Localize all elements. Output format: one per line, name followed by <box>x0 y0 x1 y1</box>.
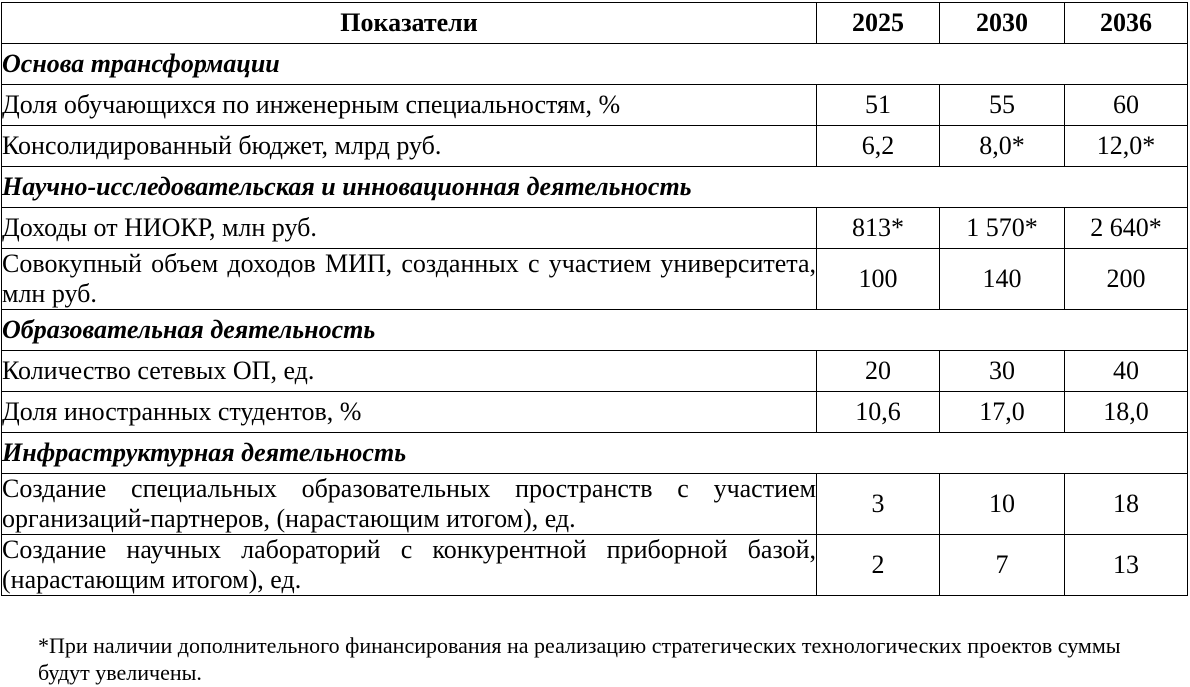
cell-2036: 2 640* <box>1065 208 1188 249</box>
table-row <box>2 392 1188 433</box>
table-row <box>2 474 1188 535</box>
section-title: Основа трансформации <box>2 44 1188 85</box>
section-row <box>2 310 1188 351</box>
cell-2025: 2 <box>817 535 940 596</box>
footnote: *При наличии дополнительного финансирования на реализацию стратегических технологических проектов суммы будут увеличены. <box>38 633 1121 685</box>
cell-2025: 20 <box>817 351 940 392</box>
cell-2025: 10,6 <box>817 392 940 433</box>
cell-2030: 30 <box>940 351 1065 392</box>
cell-2036: 40 <box>1065 351 1188 392</box>
cell-2025: 51 <box>817 85 940 126</box>
table-row <box>2 351 1188 392</box>
cell-2025: 6,2 <box>817 126 940 167</box>
table-row <box>2 249 1188 310</box>
cell-2025: 3 <box>817 474 940 535</box>
cell-2030: 7 <box>940 535 1065 596</box>
cell-2025: 100 <box>817 249 940 310</box>
section-row <box>2 433 1188 474</box>
cell-2036: 13 <box>1065 535 1188 596</box>
row-label: Создание научных лабораторий с конкурентной приборной базой, (нарастающим итогом), ед. <box>2 535 816 594</box>
section-title: Инфраструктурная деятельность <box>2 433 1188 474</box>
section-row <box>2 167 1188 208</box>
cell-2030: 140 <box>940 249 1065 310</box>
cell-2036: 12,0* <box>1065 126 1188 167</box>
cell-2030: 10 <box>940 474 1065 535</box>
cell-2030: 17,0 <box>940 392 1065 433</box>
row-label: Совокупный объем доходов МИП, созданных с участием университета, млн руб. <box>2 249 816 308</box>
cell-2030: 1 570* <box>940 208 1065 249</box>
table-row <box>2 208 1188 249</box>
cell-2036: 60 <box>1065 85 1188 126</box>
cell-2036: 18,0 <box>1065 392 1188 433</box>
header-year-2036: 2036 <box>1065 3 1188 44</box>
header-indicators: Показатели <box>2 3 817 44</box>
indicators-table <box>1 2 1188 596</box>
header-row <box>2 3 1188 44</box>
table-row <box>2 126 1188 167</box>
row-label: Консолидированный бюджет, млрд руб. <box>2 126 817 167</box>
section-title: Образовательная деятельность <box>2 310 1188 351</box>
header-year-2025: 2025 <box>817 3 940 44</box>
cell-2030: 55 <box>940 85 1065 126</box>
table-row <box>2 535 1188 596</box>
header-year-2030: 2030 <box>940 3 1065 44</box>
table-row <box>2 85 1188 126</box>
row-label: Доля иностранных студентов, % <box>2 392 817 433</box>
row-label: Количество сетевых ОП, ед. <box>2 351 817 392</box>
row-label: Доля обучающихся по инженерным специальностям, % <box>2 85 817 126</box>
row-label: Доходы от НИОКР, млн руб. <box>2 208 817 249</box>
cell-2025: 813* <box>817 208 940 249</box>
cell-2030: 8,0* <box>940 126 1065 167</box>
section-title: Научно-исследовательская и инновационная деятельность <box>2 167 1188 208</box>
cell-2036: 200 <box>1065 249 1188 310</box>
row-label: Создание специальных образовательных пространств с участием организаций-партнеров, (нарастающим итогом), ед. <box>2 474 816 533</box>
cell-2036: 18 <box>1065 474 1188 535</box>
section-row <box>2 44 1188 85</box>
